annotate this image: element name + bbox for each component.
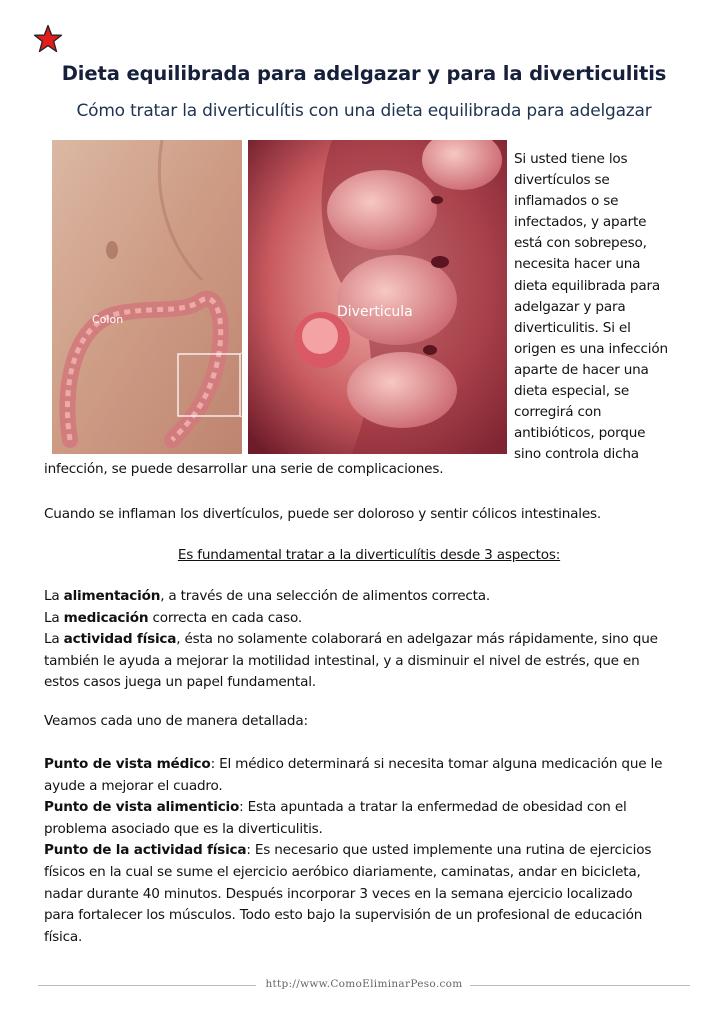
aspect-line: estos casos juega un papel fundamental. (44, 674, 316, 691)
detail-intro: Veamos cada uno de manera detallada: (44, 713, 308, 729)
intro-line: dieta equilibrada para (514, 277, 660, 294)
aspect-item: La medicación correcta en cada caso. (44, 609, 303, 626)
intro-line: infectados, y aparte (514, 214, 647, 231)
intro-line: sino controla dicha (514, 446, 639, 463)
intro-line: Si usted tiene los (514, 151, 628, 167)
star-icon (33, 24, 63, 54)
point-line: nadar durante 40 minutos. Después incorporar 3 veces en la semana ejercicio localizado (44, 885, 633, 902)
aspect-item: La alimentación, a través de una selección de alimentos correcta. (44, 588, 491, 604)
aspect-item: La actividad física, ésta no solamente colaborará en adelgazar más rápidamente, sino que (44, 631, 658, 648)
page-subtitle: Cómo tratar la diverticulítis con una dieta equilibrada para adelgazar (76, 101, 652, 121)
colon-illustration (52, 140, 507, 454)
intro-line: inflamados o se (514, 193, 619, 210)
points-section (44, 754, 694, 948)
colic-paragraph: Cuando se inflaman los divertículos, puede ser doloroso y sentir cólicos intestinales. (44, 506, 601, 522)
intro-continuation: infección, se puede desarrollar una serie de complicaciones. (44, 461, 444, 477)
intro-line: antibióticos, porque (514, 425, 646, 442)
footer-url[interactable]: http://www.ComoEliminarPeso.com (265, 978, 463, 990)
intro-line: diverticulitis. Si el (514, 319, 631, 336)
point-medico: Punto de vista médico: El médico determinará si necesita tomar alguna medicación que le (44, 756, 663, 772)
intro-line: corregirá con (514, 404, 602, 421)
point-actividad: Punto de la actividad física: Es necesario que usted implemente una rutina de ejercicios (44, 842, 652, 859)
point-line: física. (44, 928, 83, 945)
intro-line: aparte de hacer una (514, 361, 649, 378)
point-line: ayude a mejorar el cuadro. (44, 777, 223, 794)
colon-label: Colon (92, 313, 124, 326)
point-alimenticio: Punto de vista alimenticio: Esta apuntada a tratar la enfermedad de obesidad con el (44, 799, 627, 816)
page-title: Dieta equilibrada para adelgazar y para la diverticulitis (61, 62, 667, 85)
diverticula-label: Diverticula (337, 304, 413, 320)
intro-line: necesita hacer una (514, 256, 641, 273)
point-line: físicos en la cual se sume el ejercicio aeróbico diariamente, caminatas, andar en bicicleta, (44, 863, 641, 880)
intro-line: divertículos se (514, 172, 610, 189)
intro-line: adelgazar y para (514, 298, 626, 315)
intro-line: origen es una infección (514, 340, 668, 357)
aspects-list (44, 586, 694, 694)
point-line: problema asociado que es la diverticulitis. (44, 820, 323, 837)
intro-sidebar (514, 149, 694, 465)
point-line: para fortalecer los músculos. Todo esto bajo la supervisión de un profesional de educación (44, 907, 643, 924)
aspect-line: también le ayuda a mejorar la motilidad intestinal, y a disminuir el nivel de estrés, que en (44, 652, 640, 669)
intro-line: dieta especial, se (514, 383, 630, 400)
aspects-heading: Es fundamental tratar a la diverticulítis desde 3 aspectos: (177, 547, 561, 563)
intro-line: está con sobrepeso, (514, 235, 647, 252)
